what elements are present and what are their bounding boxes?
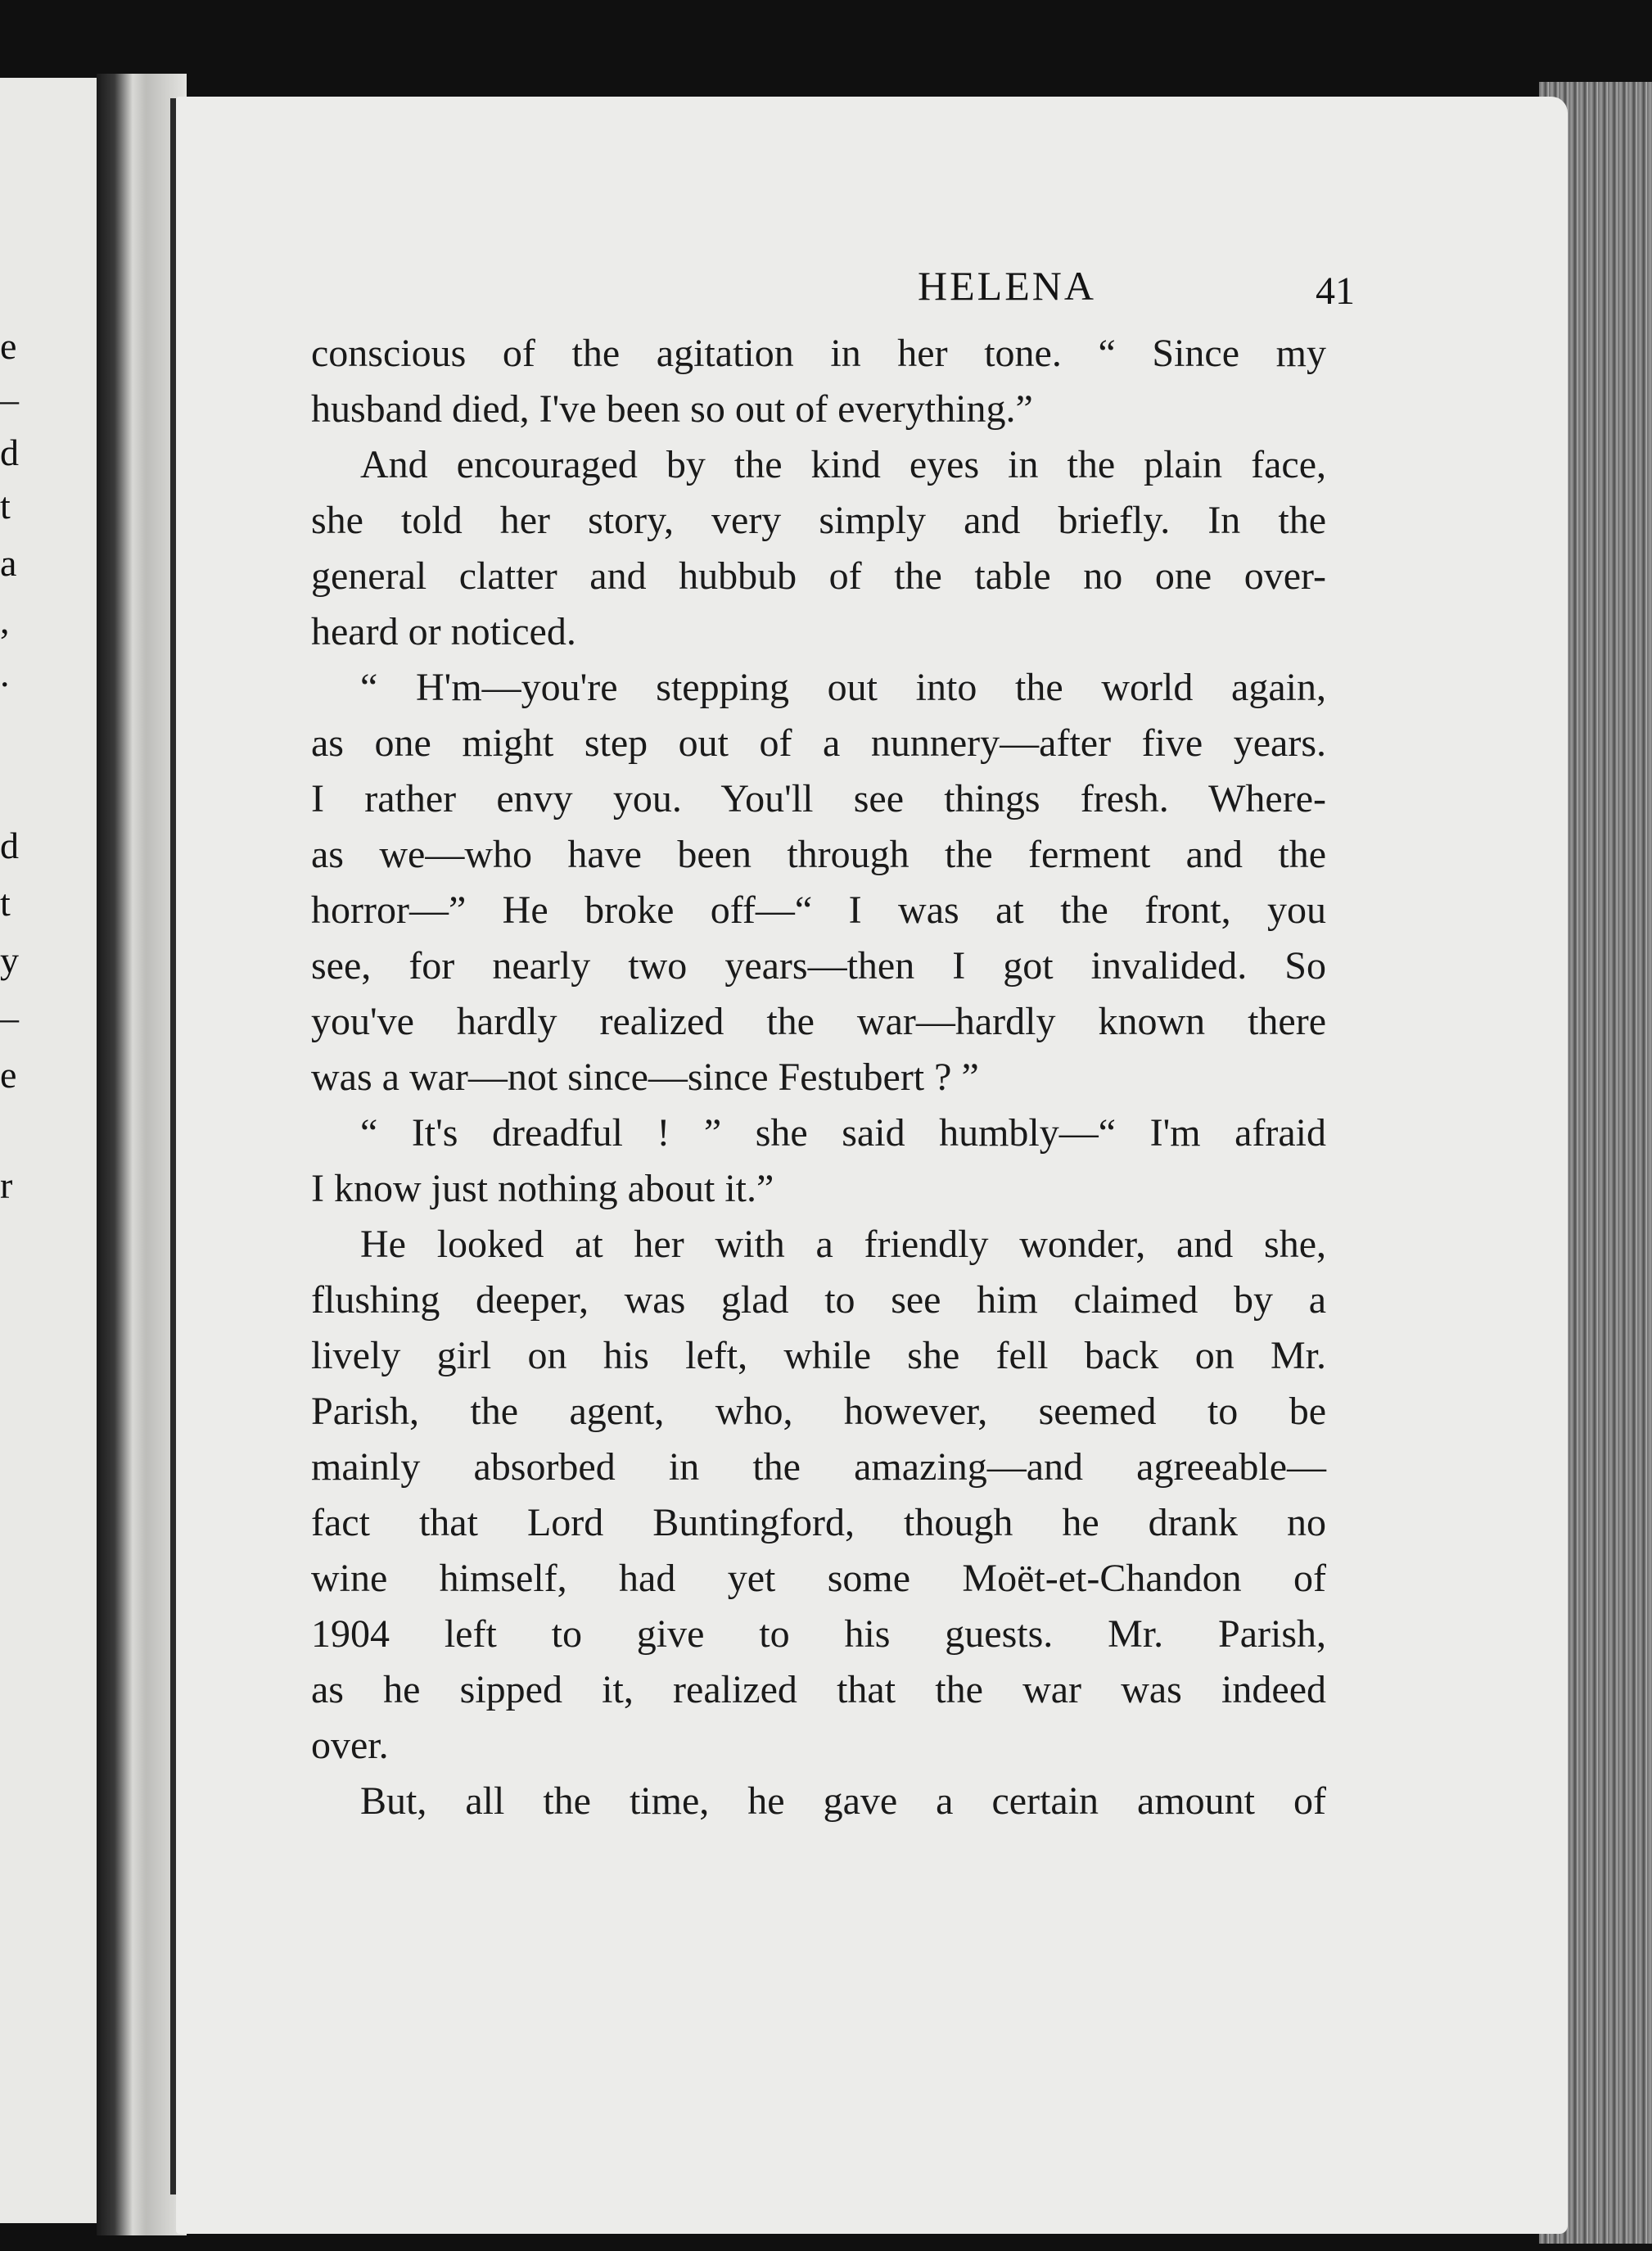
gutter-shadow-line <box>170 98 176 2194</box>
text-line: she told her story, very simply and briefly. In the <box>311 499 1326 542</box>
left-page-fragment: . <box>0 653 10 694</box>
text-line: 1904 left to give to his guests. Mr. Parish, <box>311 1612 1326 1656</box>
text-line: heard or noticed. <box>311 610 576 653</box>
text-line: as he sipped it, realized that the war was indeed <box>311 1668 1326 1711</box>
left-page-fragment: , <box>0 599 10 641</box>
text-line: Parish, the agent, who, however, seemed to be <box>311 1390 1326 1433</box>
left-page-fragment: – <box>0 997 19 1038</box>
text-line: conscious of the agitation in her tone. “ Since my <box>311 332 1326 375</box>
body-text <box>311 326 1326 1829</box>
left-page-fragment: d <box>0 432 19 473</box>
text-line: general clatter and hubbub of the table no one over- <box>311 554 1326 598</box>
page-header <box>176 262 1568 311</box>
text-line: And encouraged by the kind eyes in the plain face, <box>360 443 1326 486</box>
text-line: “ H'm—you're stepping out into the world again, <box>360 666 1326 709</box>
text-line: as we—who have been through the ferment and the <box>311 833 1326 876</box>
text-line: But, all the time, he gave a certain amount of <box>360 1779 1326 1823</box>
text-line: horror—” He broke off—“ I was at the front, you <box>311 888 1326 932</box>
left-page-fragment: t <box>0 882 11 924</box>
left-page-fragment: a <box>0 542 17 584</box>
text-line: wine himself, had yet some Moët-et-Chandon of <box>311 1557 1326 1600</box>
left-page-fragment: d <box>0 825 19 866</box>
left-page-fragment: y <box>0 939 19 981</box>
text-line: husband died, I've been so out of everything.” <box>311 387 1033 431</box>
text-line: I rather envy you. You'll see things fresh. Where- <box>311 777 1326 820</box>
text-line: “ It's dreadful ! ” she said humbly—“ I'm afraid <box>360 1111 1326 1155</box>
text-line: I know just nothing about it.” <box>311 1167 774 1210</box>
left-page-fragment: t <box>0 485 11 527</box>
text-line: was a war—not since—since Festubert ? ” <box>311 1055 979 1099</box>
text-line: over. <box>311 1724 389 1767</box>
running-head: HELENA <box>918 263 1096 309</box>
text-line: fact that Lord Buntingford, though he drank no <box>311 1501 1326 1544</box>
text-line: flushing deeper, was glad to see him claimed by a <box>311 1278 1326 1322</box>
text-line: mainly absorbed in the amazing—and agreeable— <box>311 1445 1326 1489</box>
page-number: 41 <box>1316 269 1355 313</box>
text-line: you've hardly realized the war—hardly known there <box>311 1000 1326 1043</box>
text-line: see, for nearly two years—then I got invalided. So <box>311 944 1326 988</box>
left-facing-page <box>0 78 98 2223</box>
left-page-fragment: e <box>0 1054 17 1096</box>
left-page-fragment: – <box>0 378 19 420</box>
text-line: lively girl on his left, while she fell back on Mr. <box>311 1334 1326 1377</box>
text-line: He looked at her with a friendly wonder, and she, <box>360 1223 1326 1266</box>
left-page-fragment: e <box>0 325 17 367</box>
left-page-fragment: r <box>0 1164 13 1206</box>
text-line: as one might step out of a nunnery—after five years. <box>311 721 1326 765</box>
